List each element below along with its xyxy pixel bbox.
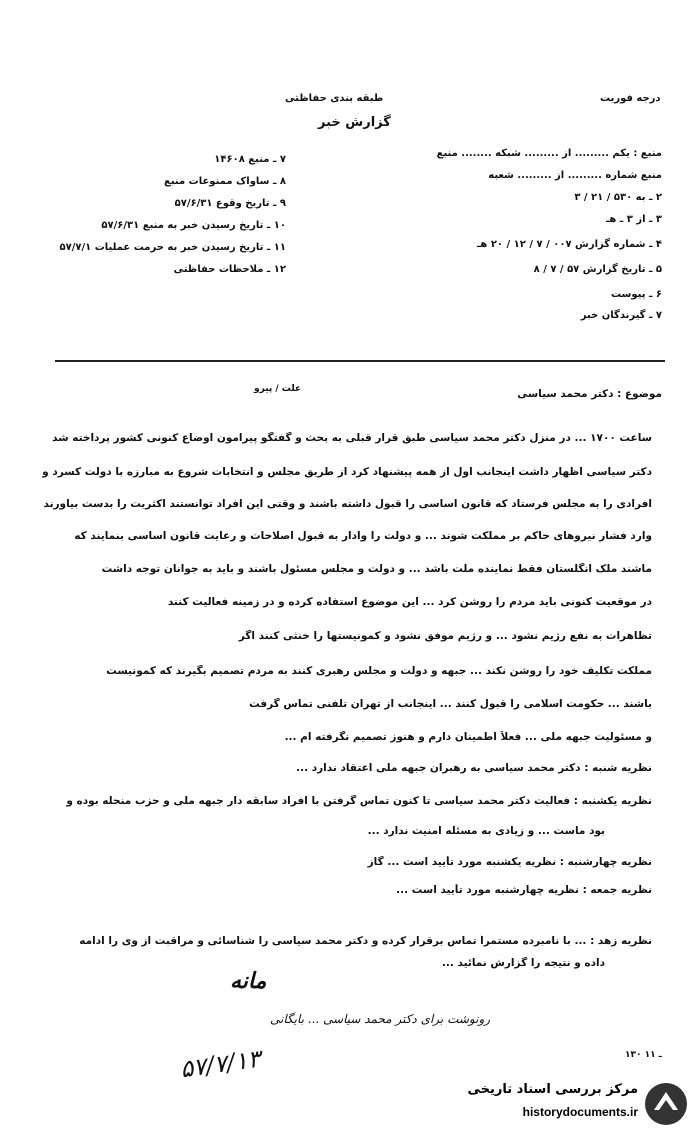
body-line-12: نظریه یکشنبه : فعالیت دکتر محمد سیاسی تا کنون تماس گرفتن با افراد سابقه دار جبهه ملی و حزب منحله بوده و xyxy=(66,795,652,807)
urgency-label: درجه فوریت xyxy=(600,93,661,104)
body-line-15: نظریه جمعه : نظریه چهارشنبه مورد تأیید است ... xyxy=(396,884,652,896)
subject-line: موضوع : دکتر محمد سیاسی xyxy=(517,388,662,400)
body-line-7: تظاهرات به نفع رژیم نشود ... و رژیم موفق نشود و کمونیستها را خنثی کنند اگر xyxy=(238,630,652,642)
handwritten-date: ۵۷/۷/۱۳ xyxy=(178,1044,263,1084)
left-field-11: ۱۱ ـ تاریخ رسیدن خبر به حرمت عملیات ۵۷/۷/۱ xyxy=(59,242,286,253)
right-field-3: ۲ ـ به ۵۳۰ / ۲۱ / ۳ xyxy=(574,192,662,203)
watermark-fa: مرکز بررسی اسناد تاریخی xyxy=(467,1082,638,1097)
header-divider xyxy=(55,360,665,362)
body-line-17: داده و نتیجه را گزارش نمائید ... xyxy=(441,957,605,969)
left-field-8: ۸ ـ ساواک ممنوعات منبع xyxy=(164,176,286,187)
body-line-11: نظریه شنبه : دکتر محمد سیاسی به رهبران جبهه ملی اعتقاد ندارد ... xyxy=(296,762,652,774)
body-line-16: نظریه زهد : ... با نامبرده مستمراً تماس برقرار کرده و دکتر محمد سیاسی را شناسائی و مراقبت از وی را ادامه xyxy=(79,935,652,947)
body-line-9: باشند ... حکومت اسلامی را قبول کنند ... اینجانب از تهران تلفنی تماس گرفت xyxy=(249,698,652,710)
body-line-1: ساعت ۱۷۰۰ ... در منزل دکتر محمد سیاسی طبق قرار قبلی به بحث و گفتگو پیرامون اوضاع کنونی کشور پرداخته شد xyxy=(52,432,652,444)
body-line-3: افرادی را به مجلس فرستاد که قانون اساسی را قبول داشته باشند و وقتی این افراد توانستند اکثریت را بدست بیاورند xyxy=(43,498,652,510)
handwritten-distribution: رونوشت برای دکتر محمد سیاسی ... بایگانی xyxy=(270,1012,491,1026)
right-field-5: ۴ ـ شماره گزارش ۰۰۷ / ۷ / ۱۲ / ۲۰ هـ xyxy=(476,239,662,250)
right-field-7: ۶ ـ پیوست xyxy=(610,289,662,300)
left-field-10: ۱۰ ـ تاریخ رسیدن خبر به منبع ۵۷/۶/۳۱ xyxy=(101,220,286,231)
right-field-6: ۵ ـ تاریخ گزارش ۵۷ / ۷ / ۸ xyxy=(533,264,662,275)
classification-heading: طبقه بندی حفاظتی xyxy=(285,93,384,104)
left-field-7: ۷ ـ منبع ۱۴۶۰۸ xyxy=(214,154,286,165)
body-line-10: و مسئولیت جبهه ملی ... فعلاً اطمینان دارم و هنوز تصمیم نگرفته ام ... xyxy=(284,731,652,743)
right-field-4: ۳ ـ از ۳ ـ هـ xyxy=(606,214,662,225)
body-line-6: در موقعیت کنونی باید مردم را روشن کرد ... این موضوع استفاده کرده و در زمینه فعالیت کنند xyxy=(167,596,652,608)
body-line-8: مملکت تکلیف خود را روشن نکند ... جبهه و دولت و مجلس رهبری کنند به مردم تصمیم بگیرند که کمونیست xyxy=(106,665,652,677)
body-line-13: بود ماست ... و زیادی به مسئله امنیت ندارد ... xyxy=(367,825,605,837)
right-field-2: منبع شماره ......... از ......... شعبه xyxy=(488,170,662,181)
body-line-5: ماشند ملک انگلستان فقط نماینده ملت باشد ... و دولت و مجلس مسئول باشند و باید به جوانان توجه داشت xyxy=(101,563,652,575)
archive-logo-icon xyxy=(642,1080,690,1128)
signature-word: مانه xyxy=(230,968,267,994)
right-field-1: منبع : یکم ......... از ......... شبکه ........ منبع xyxy=(436,148,662,159)
body-line-2: دکتر سیاسی اظهار داشت اینجانب اول از همه پیشنهاد کرد از طریق مجلس و انتخابات شروع به مبارزه با دولت کسرد و xyxy=(42,466,652,478)
left-field-12: ۱۲ ـ ملاحظات حفاظتی xyxy=(173,264,286,275)
left-field-9: ۹ ـ تاریخ وقوع ۵۷/۶/۳۱ xyxy=(174,198,286,209)
body-line-14: نظریه چهارشنبه : نظریه یکشنبه مورد تأیید است ... گاز xyxy=(367,856,652,868)
margin-note: علت / پیرو xyxy=(254,384,302,394)
footer-code: ۱۳۰ ـ ۱۱ xyxy=(625,1050,662,1060)
body-line-4: وارد فشار نیروهای حاکم بر مملکت شوند ... و دولت را وادار به قبول اصلاحات و رعایت قانون اساسی بنمایند که xyxy=(74,530,652,542)
watermark-block xyxy=(420,1080,690,1128)
watermark-en: historydocuments.ir xyxy=(522,1105,638,1119)
report-title: گزارش خبر xyxy=(318,115,391,130)
right-field-8: ۷ ـ گیرندگان خبر xyxy=(580,310,662,321)
